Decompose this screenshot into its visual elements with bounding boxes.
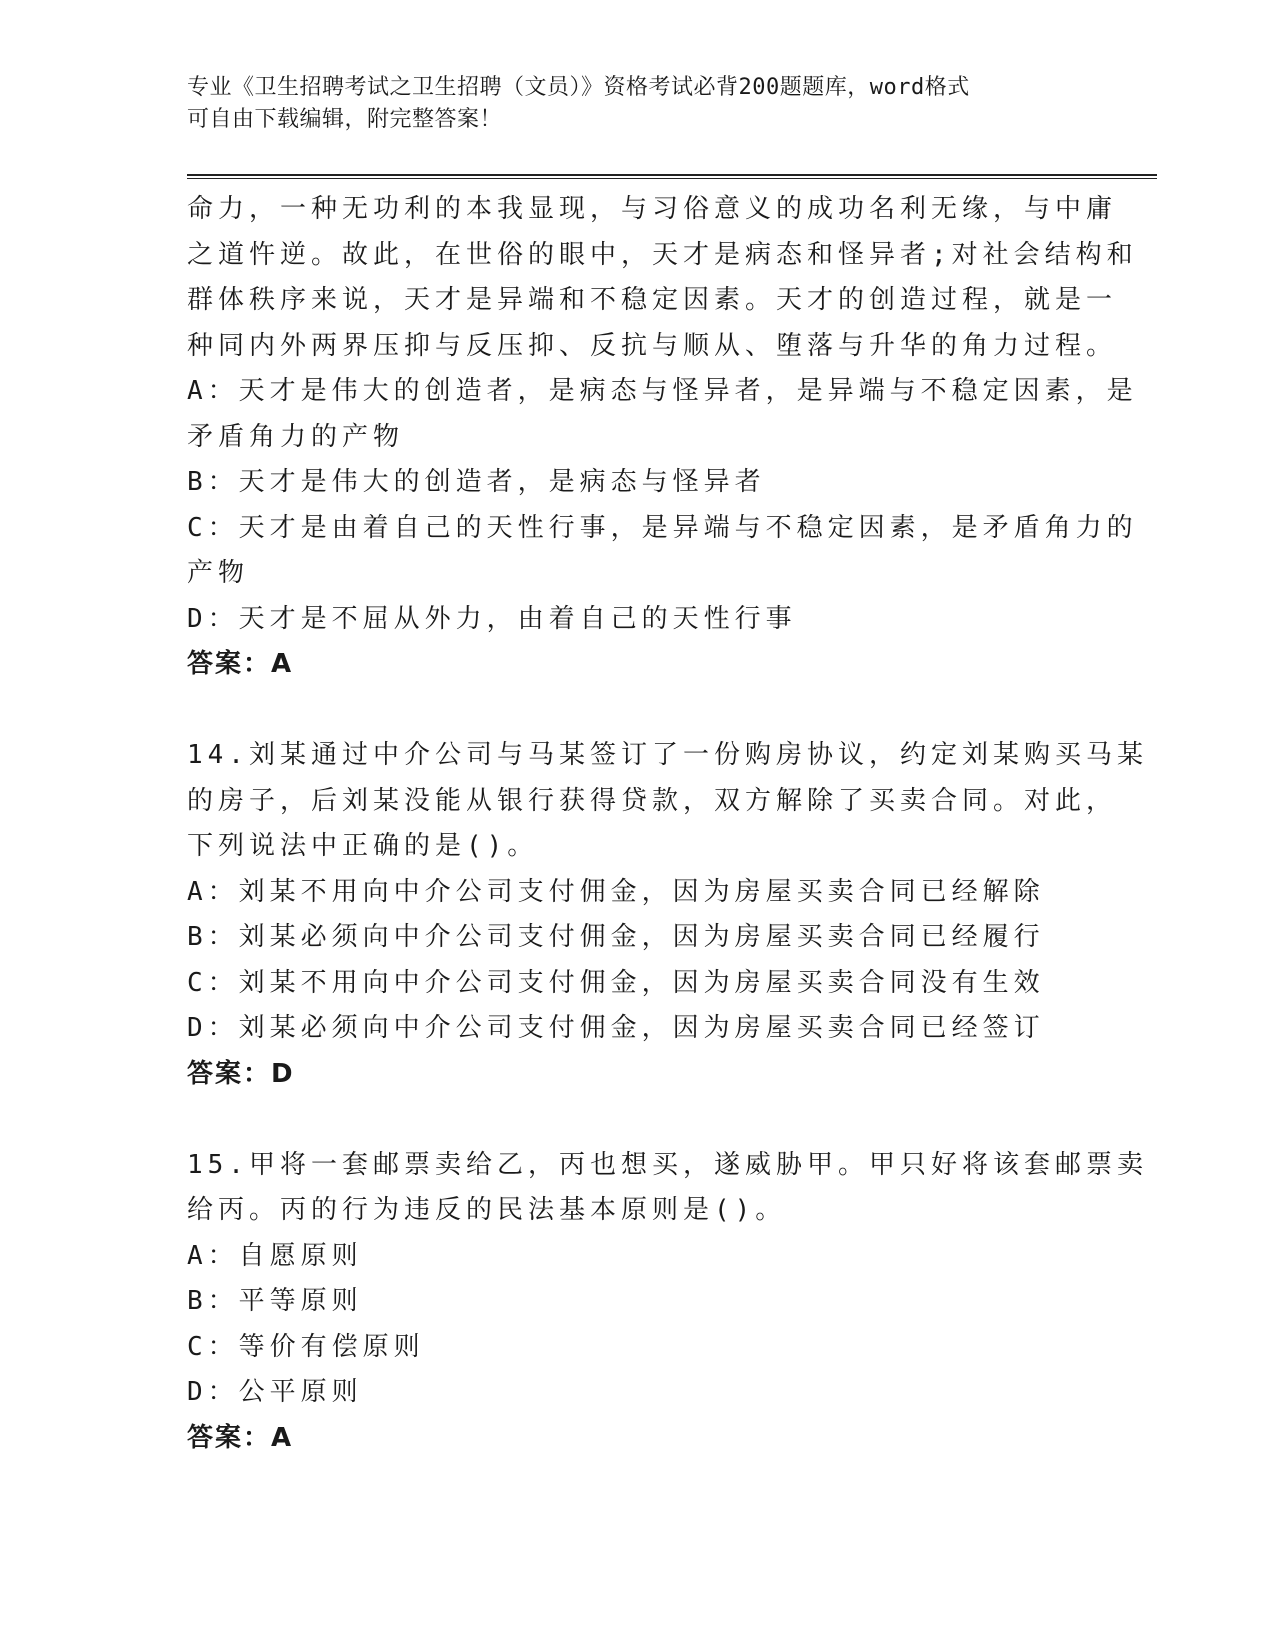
- option-d: [187, 597, 1087, 643]
- option-d: D：刘某必须向中介公司支付佣金，因为房屋买卖合同已经签订: [187, 1013, 1045, 1043]
- answer-line: 答案：A: [187, 1422, 294, 1453]
- option-line: 矛盾角力的产物: [187, 421, 405, 452]
- question-text-line: 给丙。丙的行为违反的民法基本原则是()。: [187, 1195, 787, 1225]
- option-c: C：刘某不用向中介公司支付佣金，因为房屋买卖合同没有生效: [187, 967, 1045, 998]
- question-text-line: 种同内外两界压抑与反压抑、反抗与顺从、堕落与升华的角力过程。: [187, 330, 1118, 361]
- option-line: A：天才是伟大的创造者，是病态与怪异者，是异端与不稳定因素，是: [187, 376, 1138, 406]
- option-line: C：天才是由着自己的天性行事，是异端与不稳定因素，是矛盾角力的: [187, 512, 1138, 543]
- header-divider: [187, 174, 1157, 179]
- question-text-line: 之道忤逆。故此，在世俗的眼中，天才是病态和怪异者;对社会结构和: [187, 239, 1138, 270]
- option-d: D：公平原则: [187, 1377, 363, 1407]
- question-text-line: 15.甲将一套邮票卖给乙，丙也想买，遂威胁甲。甲只好将该套邮票卖: [187, 1149, 1148, 1180]
- spacer: [187, 688, 1087, 734]
- option-b: B：平等原则: [187, 1286, 363, 1316]
- option-b: [187, 460, 1087, 506]
- answer-line: 答案：D: [187, 1058, 295, 1089]
- option-a: [187, 369, 1138, 460]
- option-line: 产物: [187, 558, 250, 588]
- option-b: B：刘某必须向中介公司支付佣金，因为房屋买卖合同已经履行: [187, 922, 1045, 952]
- question-text-line: 命力，一种无功利的本我显现，与习俗意义的成功名利无缘，与中庸: [187, 194, 1118, 224]
- option-c: C：等价有偿原则: [187, 1331, 425, 1362]
- question-13-continued: [187, 187, 1138, 688]
- option-line: B：天才是伟大的创造者，是病态与怪异者: [187, 467, 766, 497]
- question-text-line: 14.刘某通过中介公司与马某签订了一份购房协议，约定刘某购买马某: [187, 740, 1148, 770]
- option-c: [187, 506, 1138, 597]
- option-a: A：自愿原则: [187, 1240, 363, 1271]
- question-15: [187, 1143, 1148, 1462]
- question-14: [187, 733, 1148, 1097]
- question-text-line: 的房子，后刘某没能从银行获得贷款，双方解除了买卖合同。对此，: [187, 785, 1118, 816]
- option-a: A：刘某不用向中介公司支付佣金，因为房屋买卖合同已经解除: [187, 876, 1045, 907]
- question-text-line: 群体秩序来说，天才是异端和不稳定因素。天才的创造过程，就是一: [187, 285, 1118, 315]
- spacer: [187, 1097, 1087, 1143]
- page-content: [187, 187, 1148, 1461]
- document-header: [187, 72, 1087, 136]
- header-line: 可自由下载编辑，附完整答案！: [187, 107, 503, 132]
- question-text-line: 下列说法中正确的是()。: [187, 831, 539, 861]
- answer-line: 答案：A: [187, 649, 294, 679]
- option-line: D：天才是不屈从外力，由着自己的天性行事: [187, 603, 797, 634]
- header-line: 专业《卫生招聘考试之卫生招聘（文员）》资格考试必背200题题库，word格式: [187, 75, 970, 100]
